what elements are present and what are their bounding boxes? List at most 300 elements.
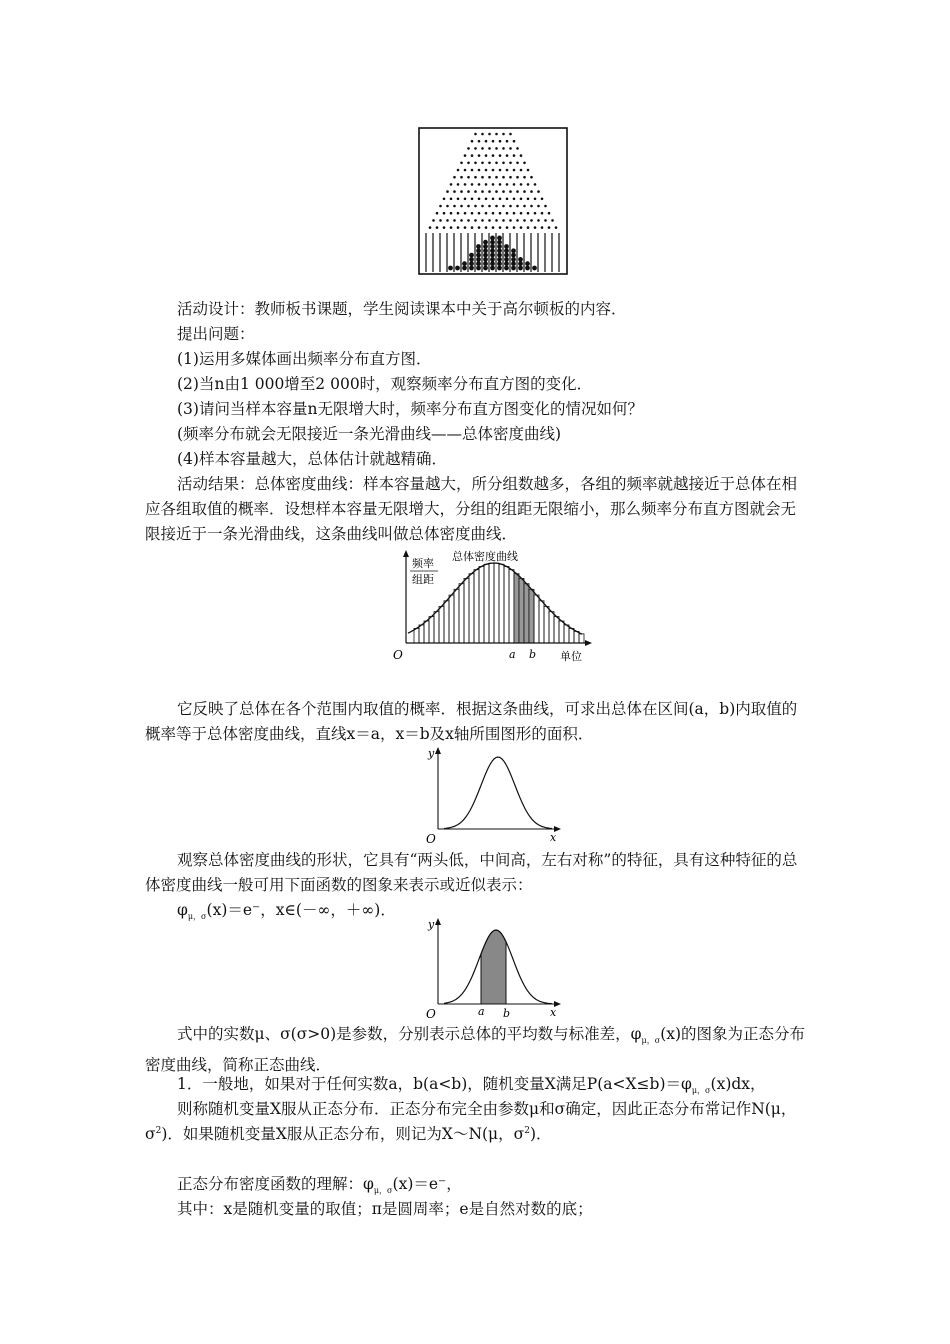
origin-label: O [393, 648, 403, 662]
histogram-bar [449, 595, 454, 643]
peg [541, 198, 544, 201]
peg [467, 219, 470, 222]
normal-curve-figure [422, 745, 567, 845]
peg [516, 176, 519, 179]
b-label: b [503, 1007, 511, 1020]
peg [443, 226, 446, 229]
peg [506, 212, 509, 215]
peg [492, 154, 495, 157]
ball [511, 261, 516, 266]
ball [455, 266, 460, 271]
ball [462, 266, 467, 271]
normal-distribution-paragraph: 则称随机变量X服从正态分布．正态分布完全由参数μ和σ确定，因此正态分布常记作N(μ，$\sigma^2$)．如果随机变量X服从正态分布，则记为X～N(μ，$\sigma^2$)． [145, 1100, 797, 1143]
ball [476, 253, 481, 258]
peg [520, 183, 523, 186]
histogram-bar [474, 570, 479, 643]
peg [523, 190, 526, 193]
peg [464, 198, 467, 201]
ball [497, 253, 502, 258]
peg [478, 140, 481, 143]
density-function-line: $\varphi_{\mu,\sigma}(x)=e^-$，x∈(－∞，＋∞)． [177, 901, 396, 922]
ball [462, 261, 467, 266]
peg [492, 226, 495, 229]
peg [499, 212, 502, 215]
histogram-bar [444, 601, 449, 643]
density-histogram-figure [388, 548, 598, 666]
peg [436, 212, 439, 215]
peg [457, 169, 460, 172]
peg [474, 205, 477, 208]
peg [460, 219, 463, 222]
questions-heading: 提出问题： [177, 325, 255, 343]
peg [481, 176, 484, 179]
definition-line: 1．一般地，如果对于任何实数a，b(a<b)，随机变量X满足$P(a<X\le b)=\varphi_{\mu,\sigma}(x)dx$， [177, 1075, 766, 1096]
peg [467, 176, 470, 179]
peg [481, 219, 484, 222]
ball [504, 253, 509, 258]
answer-3: (频率分布就会无限接近一条光滑曲线——总体密度曲线) [177, 425, 562, 443]
y-axis-label: y [428, 918, 435, 931]
peg [439, 205, 442, 208]
peg [488, 190, 491, 193]
peg [502, 205, 505, 208]
ball [476, 261, 481, 266]
curve-title-label: 总体密度曲线 [452, 550, 518, 563]
ball [511, 253, 516, 258]
peg [506, 140, 509, 143]
normal-curve [444, 757, 552, 829]
peg [457, 226, 460, 229]
ball [525, 266, 530, 271]
peg [499, 183, 502, 186]
peg [474, 147, 477, 150]
peg [555, 226, 558, 229]
peg [450, 212, 453, 215]
peg [488, 205, 491, 208]
peg [478, 183, 481, 186]
ball [518, 261, 523, 266]
ball [483, 240, 488, 245]
peg [495, 190, 498, 193]
peg [450, 226, 453, 229]
histogram-bar [539, 601, 544, 643]
peg [516, 205, 519, 208]
histogram-bar [459, 584, 464, 643]
histogram-bar [544, 606, 549, 643]
shaded-area [481, 930, 506, 1004]
peg [544, 219, 547, 222]
shaded-bar [514, 574, 519, 643]
histogram-bar [559, 621, 564, 643]
histogram-bar [499, 564, 504, 643]
histogram-bar [574, 631, 579, 643]
peg [506, 169, 509, 172]
peg [471, 183, 474, 186]
peg [527, 183, 530, 186]
peg [502, 190, 505, 193]
peg [429, 226, 432, 229]
peg [495, 205, 498, 208]
peg [499, 226, 502, 229]
ball [476, 244, 481, 249]
peg [527, 226, 530, 229]
peg [492, 183, 495, 186]
ball [532, 266, 537, 271]
peg [464, 212, 467, 215]
peg [523, 205, 526, 208]
peg [520, 212, 523, 215]
ball [490, 240, 495, 245]
ball [469, 261, 474, 266]
histogram-bar [564, 625, 569, 643]
peg [495, 162, 498, 165]
a-label: a [478, 1005, 485, 1018]
peg [513, 198, 516, 201]
ball [490, 253, 495, 258]
peg [544, 205, 547, 208]
ball [518, 266, 523, 271]
histogram-bar [569, 628, 574, 643]
peg [471, 198, 474, 201]
histogram-bar [534, 595, 539, 643]
ball [504, 248, 509, 253]
peg [523, 162, 526, 165]
histogram-bar [549, 612, 554, 643]
peg [471, 154, 474, 157]
peg [509, 205, 512, 208]
peg [499, 169, 502, 172]
ball [497, 266, 502, 271]
peg [488, 133, 491, 136]
peg [481, 190, 484, 193]
histogram-bar [554, 617, 559, 643]
histogram-bar [579, 634, 584, 643]
peg [478, 154, 481, 157]
histogram-bar [494, 563, 499, 643]
peg [474, 133, 477, 136]
peg [439, 219, 442, 222]
peg [523, 219, 526, 222]
b-label: b [529, 648, 537, 661]
ball [490, 244, 495, 249]
x-axis-label: x [550, 831, 557, 844]
ball [511, 257, 516, 262]
peg [537, 190, 540, 193]
peg [527, 212, 530, 215]
peg [453, 190, 456, 193]
peg [520, 154, 523, 157]
peg [516, 147, 519, 150]
peg [506, 154, 509, 157]
histogram-bar [439, 606, 444, 643]
peg [527, 169, 530, 172]
histogram-bar [429, 617, 434, 643]
ball [497, 261, 502, 266]
galton-board-figure [418, 127, 568, 275]
histogram-bar [434, 612, 439, 643]
peg [537, 219, 540, 222]
peg [464, 183, 467, 186]
ball [476, 257, 481, 262]
peg [443, 212, 446, 215]
peg [492, 169, 495, 172]
peg [478, 198, 481, 201]
peg [516, 190, 519, 193]
peg [499, 154, 502, 157]
peg [495, 176, 498, 179]
ball [497, 236, 502, 241]
x-axis-label: x [550, 1006, 557, 1019]
peg [509, 147, 512, 150]
ball [483, 253, 488, 258]
ball [497, 257, 502, 262]
peg [520, 198, 523, 201]
peg [509, 190, 512, 193]
peg [446, 190, 449, 193]
ball [490, 266, 495, 271]
question-1: (1)运用多媒体画出频率分布直方图． [177, 350, 432, 368]
peg [478, 169, 481, 172]
peg [450, 198, 453, 201]
peg [432, 219, 435, 222]
peg [488, 147, 491, 150]
peg [534, 226, 537, 229]
peg [446, 205, 449, 208]
peg [485, 169, 488, 172]
peg [551, 219, 554, 222]
peg [502, 176, 505, 179]
ball [490, 261, 495, 266]
peg [509, 162, 512, 165]
peg [513, 154, 516, 157]
peg [530, 219, 533, 222]
ylabel-top: 频率 [412, 557, 434, 570]
peg [530, 190, 533, 193]
peg [537, 205, 540, 208]
ball [490, 236, 495, 241]
ball [497, 248, 502, 253]
ball [483, 257, 488, 262]
peg [513, 212, 516, 215]
peg [523, 176, 526, 179]
peg [499, 198, 502, 201]
peg [471, 226, 474, 229]
question-3: (3)请问当样本容量n无限增大时，频率分布直方图变化的情况如何？ [177, 400, 643, 418]
peg [506, 226, 509, 229]
a-label: a [509, 648, 516, 661]
peg [492, 198, 495, 201]
ball [518, 257, 523, 262]
ball [483, 266, 488, 271]
peg [492, 140, 495, 143]
shaded-bar [524, 584, 529, 643]
peg [460, 176, 463, 179]
peg [485, 183, 488, 186]
peg [474, 162, 477, 165]
peg [467, 147, 470, 150]
ball [469, 257, 474, 262]
ball [511, 266, 516, 271]
y-axis-label: y [428, 747, 435, 760]
histogram-bar [484, 564, 489, 643]
x-unit-label: 单位 [560, 650, 582, 663]
ball [476, 266, 481, 271]
ylabel-bottom: 组距 [412, 573, 434, 586]
peg [485, 226, 488, 229]
peg [488, 162, 491, 165]
peg [460, 190, 463, 193]
peg [520, 169, 523, 172]
peg [457, 198, 460, 201]
shape-observation-paragraph: 观察总体密度曲线的形状，它具有“两头低，中间高，左右对称”的特征，具有这种特征的总体密度曲线一般可用下面函数的图象来表示或近似表示： [145, 851, 798, 894]
peg [534, 212, 537, 215]
peg [474, 190, 477, 193]
peg [485, 154, 488, 157]
peg [548, 212, 551, 215]
peg [502, 219, 505, 222]
peg [534, 198, 537, 201]
peg [460, 162, 463, 165]
peg [481, 205, 484, 208]
parameter-paragraph: 式中的实数μ、σ(σ>0)是参数，分别表示总体的平均数与标准差，$\varphi_{\mu,\sigma}(x)$的图象为正态分布密度曲线，简称正态曲线． [145, 1025, 806, 1075]
ball [497, 240, 502, 245]
peg [502, 133, 505, 136]
peg [464, 226, 467, 229]
peg [495, 133, 498, 136]
peg [457, 183, 460, 186]
peg [453, 176, 456, 179]
activity-result-paragraph: 活动结果：总体密度曲线：样本容量越大，所分组数越多，各组的频率就越接近于总体在相应各组取值的概率．设想样本容量无限增大，分组的组距无限缩小，那么频率分布直方图就会无限接近于一条光滑曲线，这条曲线叫做总体密度曲线． [145, 475, 798, 543]
histogram-bar [464, 578, 469, 643]
peg [481, 147, 484, 150]
peg [495, 219, 498, 222]
peg [467, 190, 470, 193]
peg [467, 162, 470, 165]
peg [453, 205, 456, 208]
origin-label: O [426, 832, 436, 845]
peg [509, 219, 512, 222]
origin-label: O [426, 1007, 436, 1020]
histogram-bar [489, 563, 494, 643]
ball [476, 248, 481, 253]
activity-design-text: 活动设计：教师板书课题，学生阅读课本中关于高尔顿板的内容． [177, 300, 627, 318]
peg [499, 140, 502, 143]
peg [527, 198, 530, 201]
peg [502, 147, 505, 150]
peg [516, 219, 519, 222]
question-4: (4)样本容量越大，总体估计就越精确． [177, 450, 447, 468]
ball [511, 248, 516, 253]
peg [446, 219, 449, 222]
histogram-bar [479, 566, 484, 643]
peg [506, 198, 509, 201]
shaded-bar [519, 578, 524, 643]
ball [483, 261, 488, 266]
peg [502, 162, 505, 165]
area-probability-paragraph: 它反映了总体在各个范围内取值的概率．根据这条曲线，可求出总体在区间(a，b)内取值的概率等于总体密度曲线，直线x＝a，x＝b及x轴所围图形的面积． [145, 700, 798, 743]
variable-explanation-line: 其中：x是随机变量的取值；π是圆周率；e是自然对数的底； [177, 1200, 593, 1218]
density-understanding-line: 正态分布密度函数的理解：$\varphi_{\mu,\sigma}(x)=e^-$， [177, 1175, 462, 1196]
peg [506, 183, 509, 186]
peg [513, 140, 516, 143]
ball [483, 244, 488, 249]
histogram-bar [454, 589, 459, 643]
histogram-bar [424, 621, 429, 643]
peg [541, 226, 544, 229]
peg [464, 169, 467, 172]
peg [513, 226, 516, 229]
histogram-bar [504, 566, 509, 643]
ball [448, 266, 453, 271]
peg [488, 176, 491, 179]
histogram-bar [414, 628, 419, 643]
peg [513, 169, 516, 172]
ball [504, 244, 509, 249]
peg [509, 176, 512, 179]
shaded-normal-curve-figure [422, 916, 567, 1020]
peg [453, 219, 456, 222]
ball [504, 261, 509, 266]
peg [513, 183, 516, 186]
peg [443, 198, 446, 201]
peg [478, 226, 481, 229]
peg [516, 162, 519, 165]
histogram-bar [509, 570, 514, 643]
ball [504, 257, 509, 262]
peg [474, 219, 477, 222]
peg [509, 133, 512, 136]
peg [548, 226, 551, 229]
peg [481, 162, 484, 165]
ball [497, 244, 502, 249]
histogram-bar [419, 625, 424, 643]
peg [471, 140, 474, 143]
ball [490, 248, 495, 253]
peg [485, 140, 488, 143]
peg [541, 212, 544, 215]
peg [495, 147, 498, 150]
peg [485, 212, 488, 215]
peg [464, 154, 467, 157]
peg [436, 226, 439, 229]
ball [504, 266, 509, 271]
ball [525, 261, 530, 266]
peg [520, 226, 523, 229]
ball [483, 248, 488, 253]
peg [478, 212, 481, 215]
peg [530, 176, 533, 179]
peg [471, 212, 474, 215]
peg [450, 183, 453, 186]
peg [460, 205, 463, 208]
histogram-bar [469, 574, 474, 643]
shaded-bar [529, 589, 534, 643]
peg [485, 198, 488, 201]
ball [490, 257, 495, 262]
peg [471, 169, 474, 172]
peg [457, 212, 460, 215]
peg [530, 205, 533, 208]
peg [481, 133, 484, 136]
ball [469, 266, 474, 271]
question-2: (2)当n由1 000增至2 000时，观察频率分布直方图的变化． [177, 375, 593, 393]
peg [492, 212, 495, 215]
peg [534, 183, 537, 186]
peg [467, 205, 470, 208]
peg [488, 219, 491, 222]
ball [469, 253, 474, 258]
peg [474, 176, 477, 179]
